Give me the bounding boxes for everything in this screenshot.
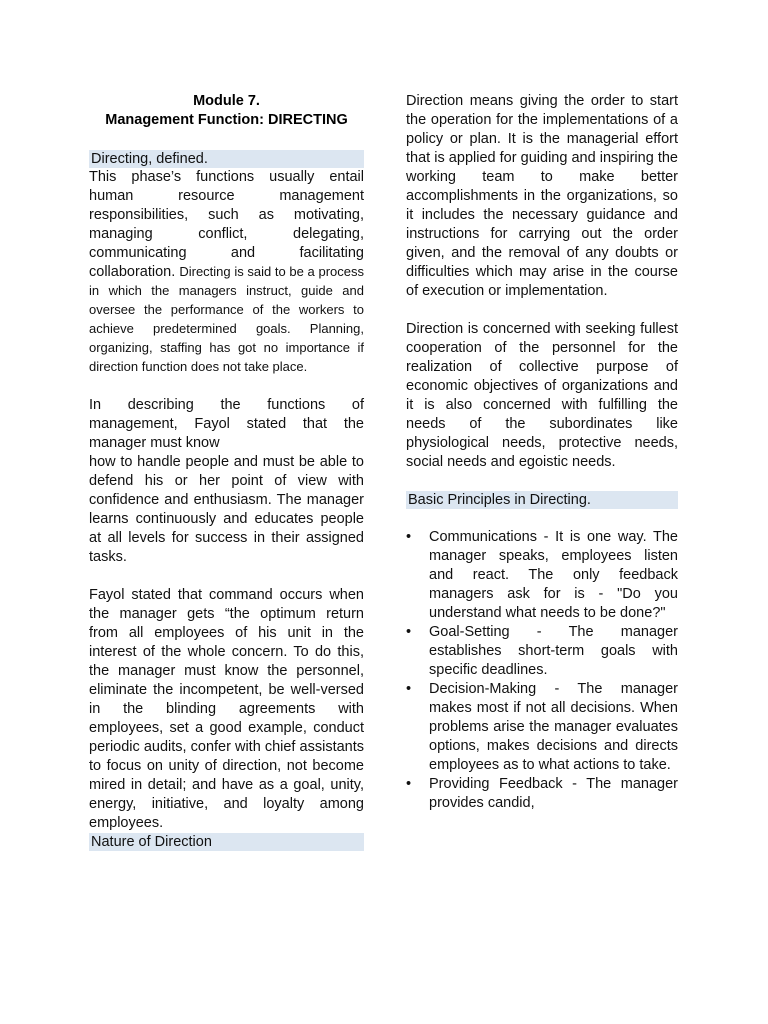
paragraph-gap xyxy=(89,377,364,396)
paragraph-gap xyxy=(89,567,364,586)
heading-nature-of-direction: Nature of Direction xyxy=(89,833,364,851)
paragraph-directing-definition-small: Directing is said to be a process in which the managers instruct, guide and oversee the performance of the workers to achieve predetermined goals. Planning, organizing, staffing has got no importance if direction function does not take place. xyxy=(89,264,364,374)
paragraph-directing-definition-main: This phase’s functions usually entail human resource management responsibilities, such as motivating, managing conflict, delegating, communicating and facilitating collaboration. xyxy=(89,169,364,280)
paragraph-gap xyxy=(406,472,678,491)
paragraph-fayol-command: Fayol stated that command occurs when the manager gets “the optimum return from all employees of his unit in the interest of the whole concern. To do this, the manager must know the personnel, eliminate the incompetent, be well-versed in the blinding agreements with employees, set a good example, conduct periodic audits, confer with chief assistants to focus on unity of direction, not become mired in detail; and have as a goal, unity, energy, initiative, and loyalty among employees. xyxy=(89,587,364,831)
list-item-communications: • Communications - It is one way. The manager speaks, employees listen and react. The only feedback managers ask for is - "Do you understand what needs to be done?" xyxy=(406,528,678,623)
module-title: Module 7. xyxy=(193,93,260,109)
paragraph-gap xyxy=(406,509,678,528)
paragraph-directing-definition xyxy=(89,168,364,377)
paragraph-direction-means: Direction means giving the order to start the operation for the implementations of a policy or plan. It is the managerial effort that is applied for guiding and inspiring the working team to make better accomplishments in the organizations, so it includes the necessary guidance and instructions for carrying out the order given, and the removal of any doubts or difficulties which may arise in the course of execution or implementation. xyxy=(406,93,678,299)
heading-basic-principles: Basic Principles in Directing. xyxy=(406,491,678,509)
heading-directing-defined: Directing, defined. xyxy=(89,150,364,168)
list-item-decision-making: • Decision-Making - The manager makes most if not all decisions. When problems arise the manager evaluates options, makes decisions and directs employees as to what actions to take. xyxy=(406,680,678,775)
paragraph-direction-cooperation: Direction is concerned with seeking fullest cooperation of the personnel for the realization of collective purpose of economic objectives of organizations and it is also concerned with fulfilling the needs of the subordinates like physiological needs, protective needs, social needs and egoistic needs. xyxy=(406,321,678,470)
list-item-goal-setting: • Goal-Setting - The manager establishes short-term goals with specific deadlines. xyxy=(406,623,678,680)
list-item-providing-feedback: • Providing Feedback - The manager provides candid, xyxy=(406,775,678,813)
module-subtitle: Management Function: DIRECTING xyxy=(105,112,348,128)
paragraph-fayol-functions-1: In describing the functions of management, Fayol stated that the manager must know xyxy=(89,397,364,451)
principles-list xyxy=(406,528,678,813)
left-column xyxy=(89,92,364,851)
paragraph-gap xyxy=(406,301,678,320)
paragraph-fayol-functions-2: how to handle people and must be able to defend his or her point of view with confidence and enthusiasm. The manager learns continuously and educates people at all levels for success in their assigned tasks. xyxy=(89,454,364,565)
right-column xyxy=(406,92,678,813)
